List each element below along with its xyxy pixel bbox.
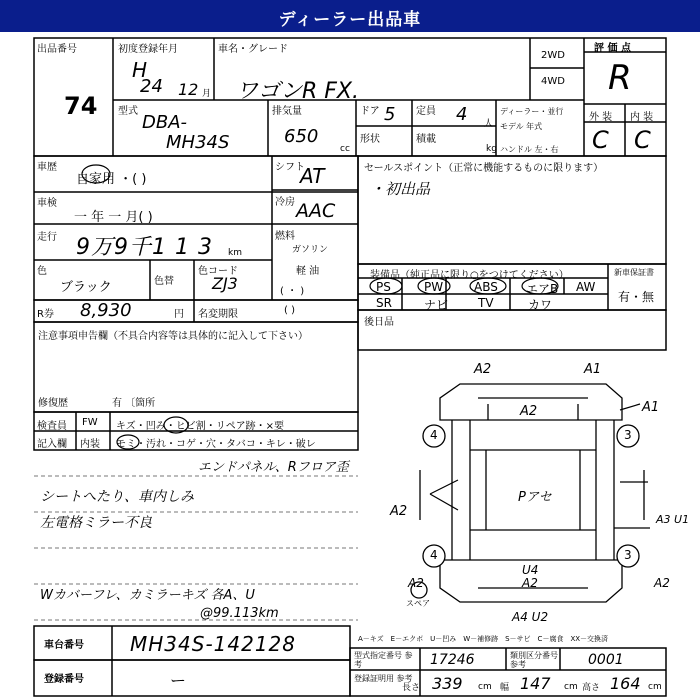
sales-label: セールスポイント（正常に機能するものに限ります） xyxy=(364,163,604,174)
warranty-value: 有・無 xyxy=(618,290,655,304)
model-year-label: モデル 年式 xyxy=(500,122,543,131)
len-label: 長さ xyxy=(402,683,421,693)
mark-back-a4u2: A4 U2 xyxy=(512,610,549,624)
spare-label: スペア xyxy=(406,599,430,608)
fuel-gas: ガソリン xyxy=(292,245,329,255)
width-label: 幅 xyxy=(500,683,510,693)
check-row1: キズ・凹み・ヒビ割・リペア跡・×要 xyxy=(116,421,284,432)
mark-right-a3u1: A3 U1 xyxy=(656,513,690,526)
fuel-diesel: 軽 油 xyxy=(296,266,320,277)
hw-line1: エンドパネル、Rフロア歪 xyxy=(198,460,349,475)
chassis-no: MH34S-142128 xyxy=(130,632,297,656)
history-label: 車歴 xyxy=(37,162,57,173)
equip-leather: カワ xyxy=(528,298,553,312)
mileage: 9万9千1 1 3 xyxy=(76,235,213,260)
mark-hood-a2: A2 xyxy=(520,404,538,419)
class-no-label: 類別区分番号 参考 xyxy=(510,651,558,669)
shift-label: シフト xyxy=(275,162,305,173)
doors: 5 xyxy=(384,104,396,125)
era: H xyxy=(132,58,148,82)
registrant-label: 名変期限 xyxy=(198,309,238,320)
equip-tv: TV xyxy=(478,296,494,310)
interior-grade: C xyxy=(634,126,651,154)
model-name: ワゴンR FX. xyxy=(236,79,359,104)
km-unit: km xyxy=(228,248,242,258)
wd-4: 4WD xyxy=(541,76,565,87)
reg-cert-label: 登録証明用 参考 xyxy=(354,674,413,683)
inspection-value: 一 年 一 月( ) xyxy=(74,210,153,225)
equipment-label: 装備品（純正品に限り○をつけてください） xyxy=(370,270,569,281)
dealer-label: ディーラー・並行 xyxy=(500,107,564,116)
wheel-lr: 4 xyxy=(430,548,438,562)
wheel-rf: 3 xyxy=(624,428,632,442)
first-reg-month: 12 xyxy=(178,80,199,99)
recolor-label: 色替 xyxy=(154,276,174,287)
spec-no-label: 型式指定番号 参考 xyxy=(354,651,413,669)
wd-2: 2WD xyxy=(541,50,565,61)
mark-rl-a2: A2 xyxy=(408,576,424,590)
load-label: 積載 xyxy=(416,134,436,145)
equip-aw: AW xyxy=(576,280,596,294)
mark-front-a1: A1 xyxy=(584,362,602,377)
damage-legend: A－キズ E－エクボ U－凹み W－補修跡 S－サビ C－腐食 XX－交換済 xyxy=(358,635,609,643)
shift-value: AT xyxy=(300,164,325,188)
check-row2: モミ・汚れ・コゲ・穴・タバコ・キレ・破レ xyxy=(116,439,316,450)
repair-value: 有 〔箇所 xyxy=(112,398,156,409)
history-value: 自家用 ・( ) xyxy=(76,172,147,187)
hw-line5: @99.113km xyxy=(200,606,279,621)
equip-ps: PS xyxy=(376,280,391,294)
reg-no: ー xyxy=(170,671,187,690)
handle-label: ハンドル 左・右 xyxy=(500,145,559,154)
len-cm: cm xyxy=(478,682,492,692)
equip-pw: PW xyxy=(424,280,444,294)
person-unit: 人 xyxy=(484,119,494,129)
rear-label: 後日品 xyxy=(364,317,394,328)
lot-no: 74 xyxy=(64,92,98,120)
notes-label: 注意事項申告欄（不具合内容等は具体的に記入して下さい） xyxy=(38,331,308,342)
width-cm: cm xyxy=(564,682,578,692)
lot-no-label: 出品番号 xyxy=(37,44,77,55)
first-reg-label: 初度登録年月 xyxy=(118,44,178,55)
color-label: 色 xyxy=(37,266,47,277)
type-1: DBA- xyxy=(142,112,188,133)
inspector-label: 検査員 xyxy=(37,421,67,432)
grade-value: R xyxy=(608,58,632,98)
type-2: MH34S xyxy=(166,132,230,153)
capacity: 4 xyxy=(456,104,468,125)
inspection-label: 車検 xyxy=(37,198,57,209)
wheel-rr: 3 xyxy=(624,548,632,562)
mark-left-a2: A2 xyxy=(390,504,408,519)
exterior-grade: C xyxy=(592,126,609,154)
displacement-label: 排気量 xyxy=(272,106,302,117)
fw-label: FW xyxy=(82,417,98,428)
model-label: 車名・グレード xyxy=(218,44,288,55)
mark-rear-u4a2: U4 A2 xyxy=(522,563,539,590)
doors-label: ドア xyxy=(360,106,380,117)
class-no: 0001 xyxy=(588,652,624,668)
mark-rear-right-a2: A2 xyxy=(654,576,670,590)
len-value: 339 xyxy=(432,674,463,693)
cc-unit: cc xyxy=(340,144,350,154)
color-code: ZJ3 xyxy=(212,274,238,293)
hw-line2: シートへたり、車内しみ xyxy=(40,489,194,505)
spec-no: 17246 xyxy=(430,652,475,668)
writer-label: 記入欄 xyxy=(37,439,67,450)
ticket-label: R券 xyxy=(37,309,54,320)
hw-line4: Wカバーフレ、カミラーキズ 各A、U xyxy=(40,588,255,603)
equip-navi: ナビ xyxy=(424,298,449,312)
hw-line3: 左電格ミラー不良 xyxy=(40,515,152,531)
height-value: 164 xyxy=(610,674,641,693)
type-label: 型式 xyxy=(118,106,138,117)
sales-point: ・初出品 xyxy=(370,180,431,198)
equip-airbag: エアB xyxy=(526,282,559,296)
int-label: 内装 xyxy=(80,439,100,450)
grade-label: 評 価 点 xyxy=(594,43,631,54)
mileage-label: 走行 xyxy=(37,232,57,243)
yen-unit: 円 xyxy=(174,309,184,320)
new-warranty-label: 新車保証書 xyxy=(614,268,654,277)
month-unit: 月 xyxy=(202,89,212,99)
color-value: ブラック xyxy=(60,280,112,295)
mark-roof: Pアセ xyxy=(518,490,552,505)
width-value: 147 xyxy=(520,674,551,693)
mark-front-a2: A2 xyxy=(474,362,492,377)
height-label: 高さ xyxy=(582,683,601,693)
fuel-paren: ( ・ ) xyxy=(280,286,305,297)
interior-label: 内 装 xyxy=(630,112,654,123)
shape-label: 形状 xyxy=(360,134,380,145)
color-code-label: 色コード xyxy=(198,266,238,277)
registrant-paren: ( ) xyxy=(284,305,295,316)
ac-label: 冷房 xyxy=(275,197,295,208)
kg-unit: kg xyxy=(486,144,497,154)
repair-label: 修復歴 xyxy=(38,398,68,409)
wheel-lf: 4 xyxy=(430,428,438,442)
chassis-label: 車台番号 xyxy=(44,640,84,651)
ac-value: AAC xyxy=(296,200,336,222)
fuel-label: 燃料 xyxy=(275,231,295,242)
displacement: 650 xyxy=(284,126,319,147)
exterior-label: 外 装 xyxy=(589,112,613,123)
equip-sr: SR xyxy=(376,296,392,310)
reg-label: 登録番号 xyxy=(44,674,84,685)
banner-title: ディーラー出品車 xyxy=(278,10,422,30)
equip-abs: ABS xyxy=(474,280,498,294)
ticket-value: 8,930 xyxy=(80,300,132,321)
capacity-label: 定員 xyxy=(416,106,436,117)
mark-rf-a1: A1 xyxy=(642,400,660,415)
height-cm: cm xyxy=(648,682,662,692)
first-reg-year: 24 xyxy=(140,76,163,97)
